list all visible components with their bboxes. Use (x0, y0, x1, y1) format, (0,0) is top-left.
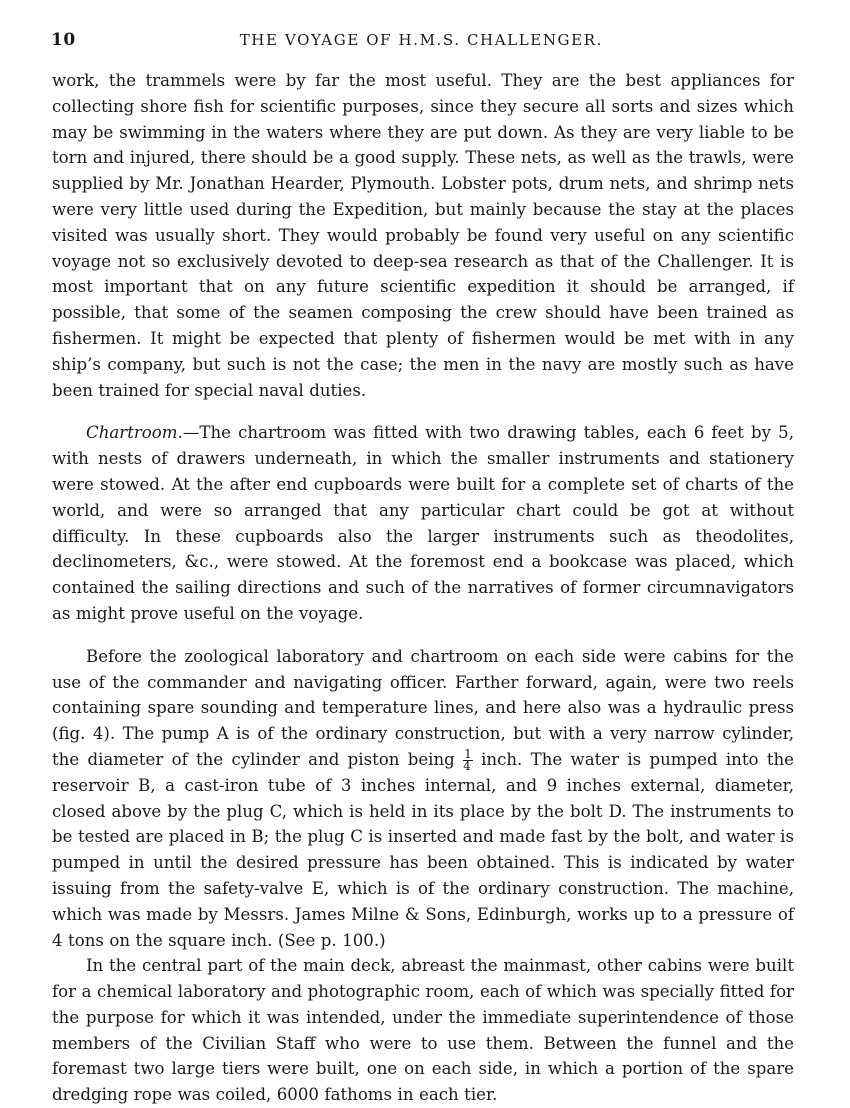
paragraph-gap (52, 627, 794, 644)
body-text (52, 68, 794, 1108)
hydraulic-press-text-a: Before the zoological laboratory and chartroom on each side were cabins for the use of the commander and navigating officer. Farther forward, again, were two reels containing spare sounding and temperature lines, and here also was a hydraulic press (fig. 4). The pump A is of the ordinary construction, but with a very narrow cylinder, the diameter of the cylinder and piston being (52, 646, 794, 769)
paragraph-main-deck: In the central part of the main deck, abreast the mainmast, other cabins were built for a chemical laboratory and photographic room, each of which was specially fitted for the purpose for which it was intended, under the immediate superintendence of those members of the Civilian Staff who were to use them. Between the funnel and the foremast two large tiers were built, one on each side, in which a portion of the spare dredging rope was coiled, 6000 fathoms in each tier. (52, 956, 794, 1105)
paragraph-trammels: work, the trammels were by far the most useful. They are the best appliances for collecting shore fish for scientific purposes, since they secure all sorts and sizes which may be swimming in the waters where they are put down. As they are very liable to be torn and injured, there should be a good supply. These nets, as well as the trawls, were supplied by Mr. Jonathan Hearder, Plymouth. Lobster pots, drum nets, and shrimp nets were very little used during the Expedition, but mainly because the stay at the places visited was usually short. They would probably be found very useful on any scientific voyage not so exclusively devoted to deep-sea research as that of the Challenger. It is most important that on any future scientific expedition it should be arranged, if possible, that some of the seamen composing the crew should have been trained as fishermen. It might be expected that plenty of fishermen would be met with in any ship’s company, but such is not the case; the men in the navy are mostly such as have been trained for special naval duties. (52, 71, 794, 400)
paragraph-gap (52, 403, 794, 420)
page-header (51, 22, 793, 58)
paragraph-hydraulic-press (52, 644, 794, 954)
fraction-denominator: 4 (463, 758, 471, 773)
section-heading-chartroom: Chartroom. (86, 423, 183, 443)
page-number: 10 (51, 30, 76, 50)
hydraulic-press-text-b: inch. The water is pumped into the reservoir B, a cast-iron tube of 3 inches internal, and 9 inches external, diameter, closed above by the plug C, which is held in its place by the bolt D. The instruments to be tested are placed in B; the plug C is inserted and made fast by the bolt, and water is pumped in until the desired pressure has been obtained. This is indicated by water issuing from the safety-valve E, which is of the ordinary construction. The machine, which was made by Messrs. James Milne & Sons, Edinburgh, works up to a pressure of 4 tons on the square inch. (See p. 100.) (52, 749, 795, 950)
paragraph-chartroom (52, 420, 794, 626)
fraction-numerator: 1 (464, 746, 472, 761)
fraction-quarter (463, 746, 473, 773)
chartroom-text: —The chartroom was fitted with two drawing tables, each 6 feet by 5, with nests of drawers underneath, in which the smaller instruments and stationery were stowed. At the after end cupboards were built for a complete set of charts of the world, and were so arranged that any particular chart could be got at without difficulty. In these cupboards also the larger instruments such as theodolites, declinometers, &c., were stowed. At the foremost end a bookcase was placed, which contained the sailing directions and such of the narratives of former circumnavigators as might prove useful on the voyage. (52, 423, 794, 623)
running-title: THE VOYAGE OF H.M.S. CHALLENGER. (239, 31, 603, 49)
